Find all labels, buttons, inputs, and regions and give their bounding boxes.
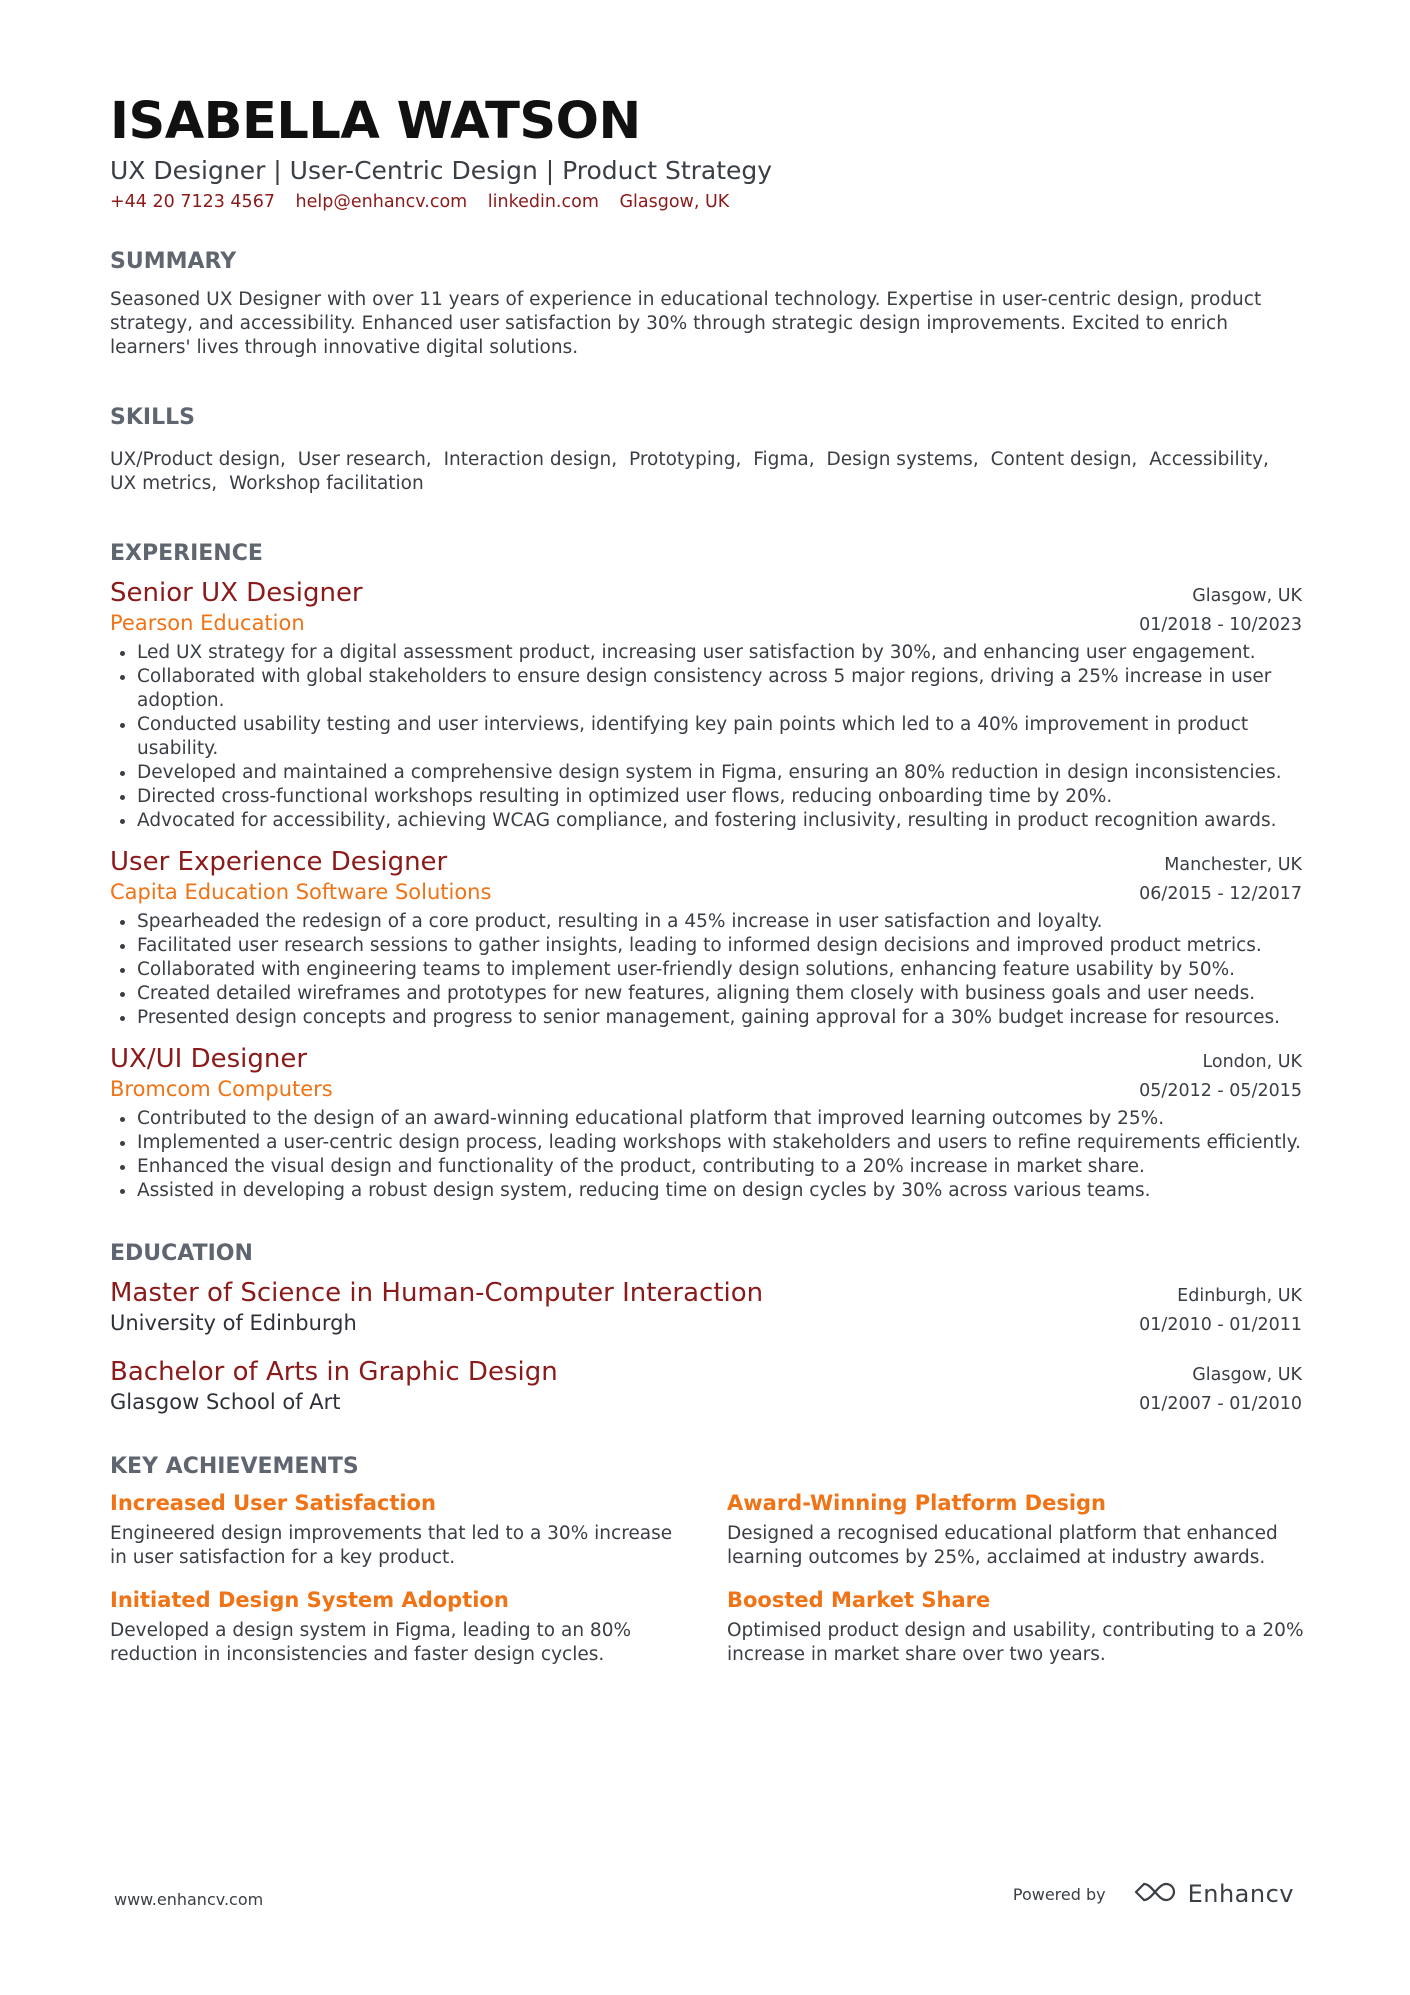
email-link[interactable]: help@enhancv.com bbox=[295, 192, 468, 212]
skill-item: UX/Product design, bbox=[110, 449, 286, 470]
list-item: • Contributed to the design of an award-winning educational platform that improved learning outcomes by 25%. bbox=[137, 1107, 1302, 1131]
contact-line bbox=[110, 192, 1300, 212]
summary-text: Seasoned UX Designer with over 11 years of experience in educational technology. Expertise in user-centric design, product strategy, and accessibility. Enhanced user satisfaction by 30% through strategic design improvements. Excited to enrich learners' lives through innovative digital solutions. bbox=[110, 289, 1262, 358]
education-location: Glasgow, UK bbox=[1192, 1365, 1302, 1385]
achievement-desc: Optimised product design and usability, contributing to a 20% increase in market share over two years. bbox=[727, 1620, 1304, 1665]
skill-item: Content design, bbox=[990, 449, 1138, 470]
experience-entry bbox=[110, 1044, 1302, 1203]
job-bullets bbox=[110, 910, 1302, 1030]
degree-title: Bachelor of Arts in Graphic Design bbox=[110, 1357, 558, 1387]
company-name: Pearson Education bbox=[110, 611, 305, 635]
list-item: • Conducted usability testing and user interviews, identifying key pain points which led to a 40% improvement in product usability. bbox=[137, 713, 1302, 761]
degree-title: Master of Science in Human-Computer Interaction bbox=[110, 1278, 764, 1308]
education-entry bbox=[110, 1357, 1302, 1414]
list-item: • Led UX strategy for a digital assessment product, increasing user satisfaction by 30%, and enhancing user engagement. bbox=[137, 641, 1302, 665]
summary-heading: SUMMARY bbox=[110, 249, 237, 274]
list-item: • Facilitated user research sessions to gather insights, leading to informed design decisions and improved product metrics. bbox=[137, 934, 1302, 958]
achievement-title: Boosted Market Share bbox=[727, 1588, 991, 1612]
job-dates: 01/2018 - 10/2023 bbox=[1139, 615, 1302, 635]
linkedin-link[interactable]: linkedin.com bbox=[487, 192, 599, 212]
footer-branding[interactable] bbox=[1013, 1880, 1294, 1908]
skill-item: Accessibility, bbox=[1149, 449, 1269, 470]
education-entry bbox=[110, 1278, 1302, 1335]
school-name: University of Edinburgh bbox=[110, 1311, 357, 1335]
company-name: Capita Education Software Solutions bbox=[110, 880, 492, 904]
job-location: Manchester, UK bbox=[1164, 855, 1302, 875]
skills-heading: SKILLS bbox=[110, 405, 195, 430]
achievement-desc: Developed a design system in Figma, leading to an 80% reduction in inconsistencies and faster design cycles. bbox=[110, 1620, 632, 1665]
achievement-title: Initiated Design System Adoption bbox=[110, 1588, 509, 1612]
job-title: User Experience Designer bbox=[110, 847, 448, 877]
company-name: Bromcom Computers bbox=[110, 1077, 333, 1101]
powered-by-label: Powered by bbox=[1012, 1884, 1106, 1904]
skills-list bbox=[110, 448, 1300, 496]
education-heading: EDUCATION bbox=[110, 1241, 253, 1266]
achievement-title: Award-Winning Platform Design bbox=[727, 1491, 1107, 1515]
phone-link[interactable]: +44 20 7123 4567 bbox=[110, 192, 275, 212]
achievements-grid bbox=[110, 1491, 1302, 1667]
list-item: • Advocated for accessibility, achieving WCAG compliance, and fostering inclusivity, resulting in product recognition awards. bbox=[137, 809, 1302, 833]
achievement-item bbox=[727, 1491, 1302, 1570]
job-location: Glasgow, UK bbox=[1192, 586, 1302, 606]
brand-name: Enhancv bbox=[1187, 1880, 1294, 1908]
skill-item: Figma, bbox=[753, 449, 815, 470]
education-location: Edinburgh, UK bbox=[1177, 1286, 1302, 1306]
job-dates: 05/2012 - 05/2015 bbox=[1139, 1081, 1302, 1101]
skill-item: Prototyping, bbox=[628, 449, 742, 470]
job-dates: 06/2015 - 12/2017 bbox=[1139, 884, 1302, 904]
candidate-name: ISABELLA WATSON bbox=[110, 92, 641, 151]
achievement-item bbox=[110, 1491, 727, 1570]
list-item: • Directed cross-functional workshops resulting in optimized user flows, reducing onboarding time by 20%. bbox=[137, 785, 1302, 809]
candidate-headline: UX Designer | User-Centric Design | Product Strategy bbox=[110, 156, 773, 185]
achievement-item bbox=[727, 1588, 1302, 1667]
job-title: UX/UI Designer bbox=[110, 1044, 308, 1074]
education-dates: 01/2010 - 01/2011 bbox=[1139, 1315, 1302, 1335]
experience-entry bbox=[110, 578, 1302, 833]
enhancv-logo-icon bbox=[1132, 1880, 1178, 1908]
achievement-title: Increased User Satisfaction bbox=[110, 1491, 436, 1515]
list-item: • Developed and maintained a comprehensive design system in Figma, ensuring an 80% reduction in design inconsistencies. bbox=[137, 761, 1302, 785]
list-item: • Enhanced the visual design and functionality of the product, contributing to a 20% increase in market share. bbox=[137, 1155, 1302, 1179]
skill-item: Workshop facilitation bbox=[229, 473, 424, 494]
list-item: • Collaborated with engineering teams to implement user-friendly design solutions, enhancing feature usability by 50%. bbox=[137, 958, 1302, 982]
achievements-heading: KEY ACHIEVEMENTS bbox=[110, 1454, 359, 1479]
job-bullets bbox=[110, 1107, 1302, 1203]
skill-item: Interaction design, bbox=[443, 449, 618, 470]
list-item: • Presented design concepts and progress to senior management, gaining approval for a 30% budget increase for resources. bbox=[137, 1006, 1302, 1030]
education-dates: 01/2007 - 01/2010 bbox=[1139, 1394, 1302, 1414]
achievement-item bbox=[110, 1588, 727, 1667]
achievement-desc: Engineered design improvements that led to a 30% increase in user satisfaction for a key product. bbox=[110, 1523, 673, 1568]
school-name: Glasgow School of Art bbox=[110, 1390, 341, 1414]
skill-item: User research, bbox=[297, 449, 432, 470]
skill-item: Design systems, bbox=[826, 449, 979, 470]
experience-entry bbox=[110, 847, 1302, 1030]
list-item: • Collaborated with global stakeholders to ensure design consistency across 5 major regions, driving a 25% increase in user adoption. bbox=[137, 665, 1302, 713]
footer-website-link[interactable]: www.enhancv.com bbox=[114, 1890, 264, 1909]
list-item: • Created detailed wireframes and prototypes for new features, aligning them closely with business goals and user needs. bbox=[137, 982, 1302, 1006]
skill-item: UX metrics, bbox=[110, 473, 218, 494]
experience-heading: EXPERIENCE bbox=[110, 541, 263, 566]
job-location: London, UK bbox=[1202, 1052, 1302, 1072]
job-bullets bbox=[110, 641, 1302, 833]
achievement-desc: Designed a recognised educational platform that enhanced learning outcomes by 25%, acclaimed at industry awards. bbox=[727, 1523, 1278, 1568]
list-item: • Assisted in developing a robust design system, reducing time on design cycles by 30% across various teams. bbox=[137, 1179, 1302, 1203]
job-title: Senior UX Designer bbox=[110, 578, 363, 608]
list-item: • Spearheaded the redesign of a core product, resulting in a 45% increase in user satisfaction and loyalty. bbox=[137, 910, 1302, 934]
list-item: • Implemented a user-centric design process, leading workshops with stakeholders and users to refine requirements efficiently. bbox=[137, 1131, 1302, 1155]
location-text: Glasgow, UK bbox=[619, 192, 730, 212]
